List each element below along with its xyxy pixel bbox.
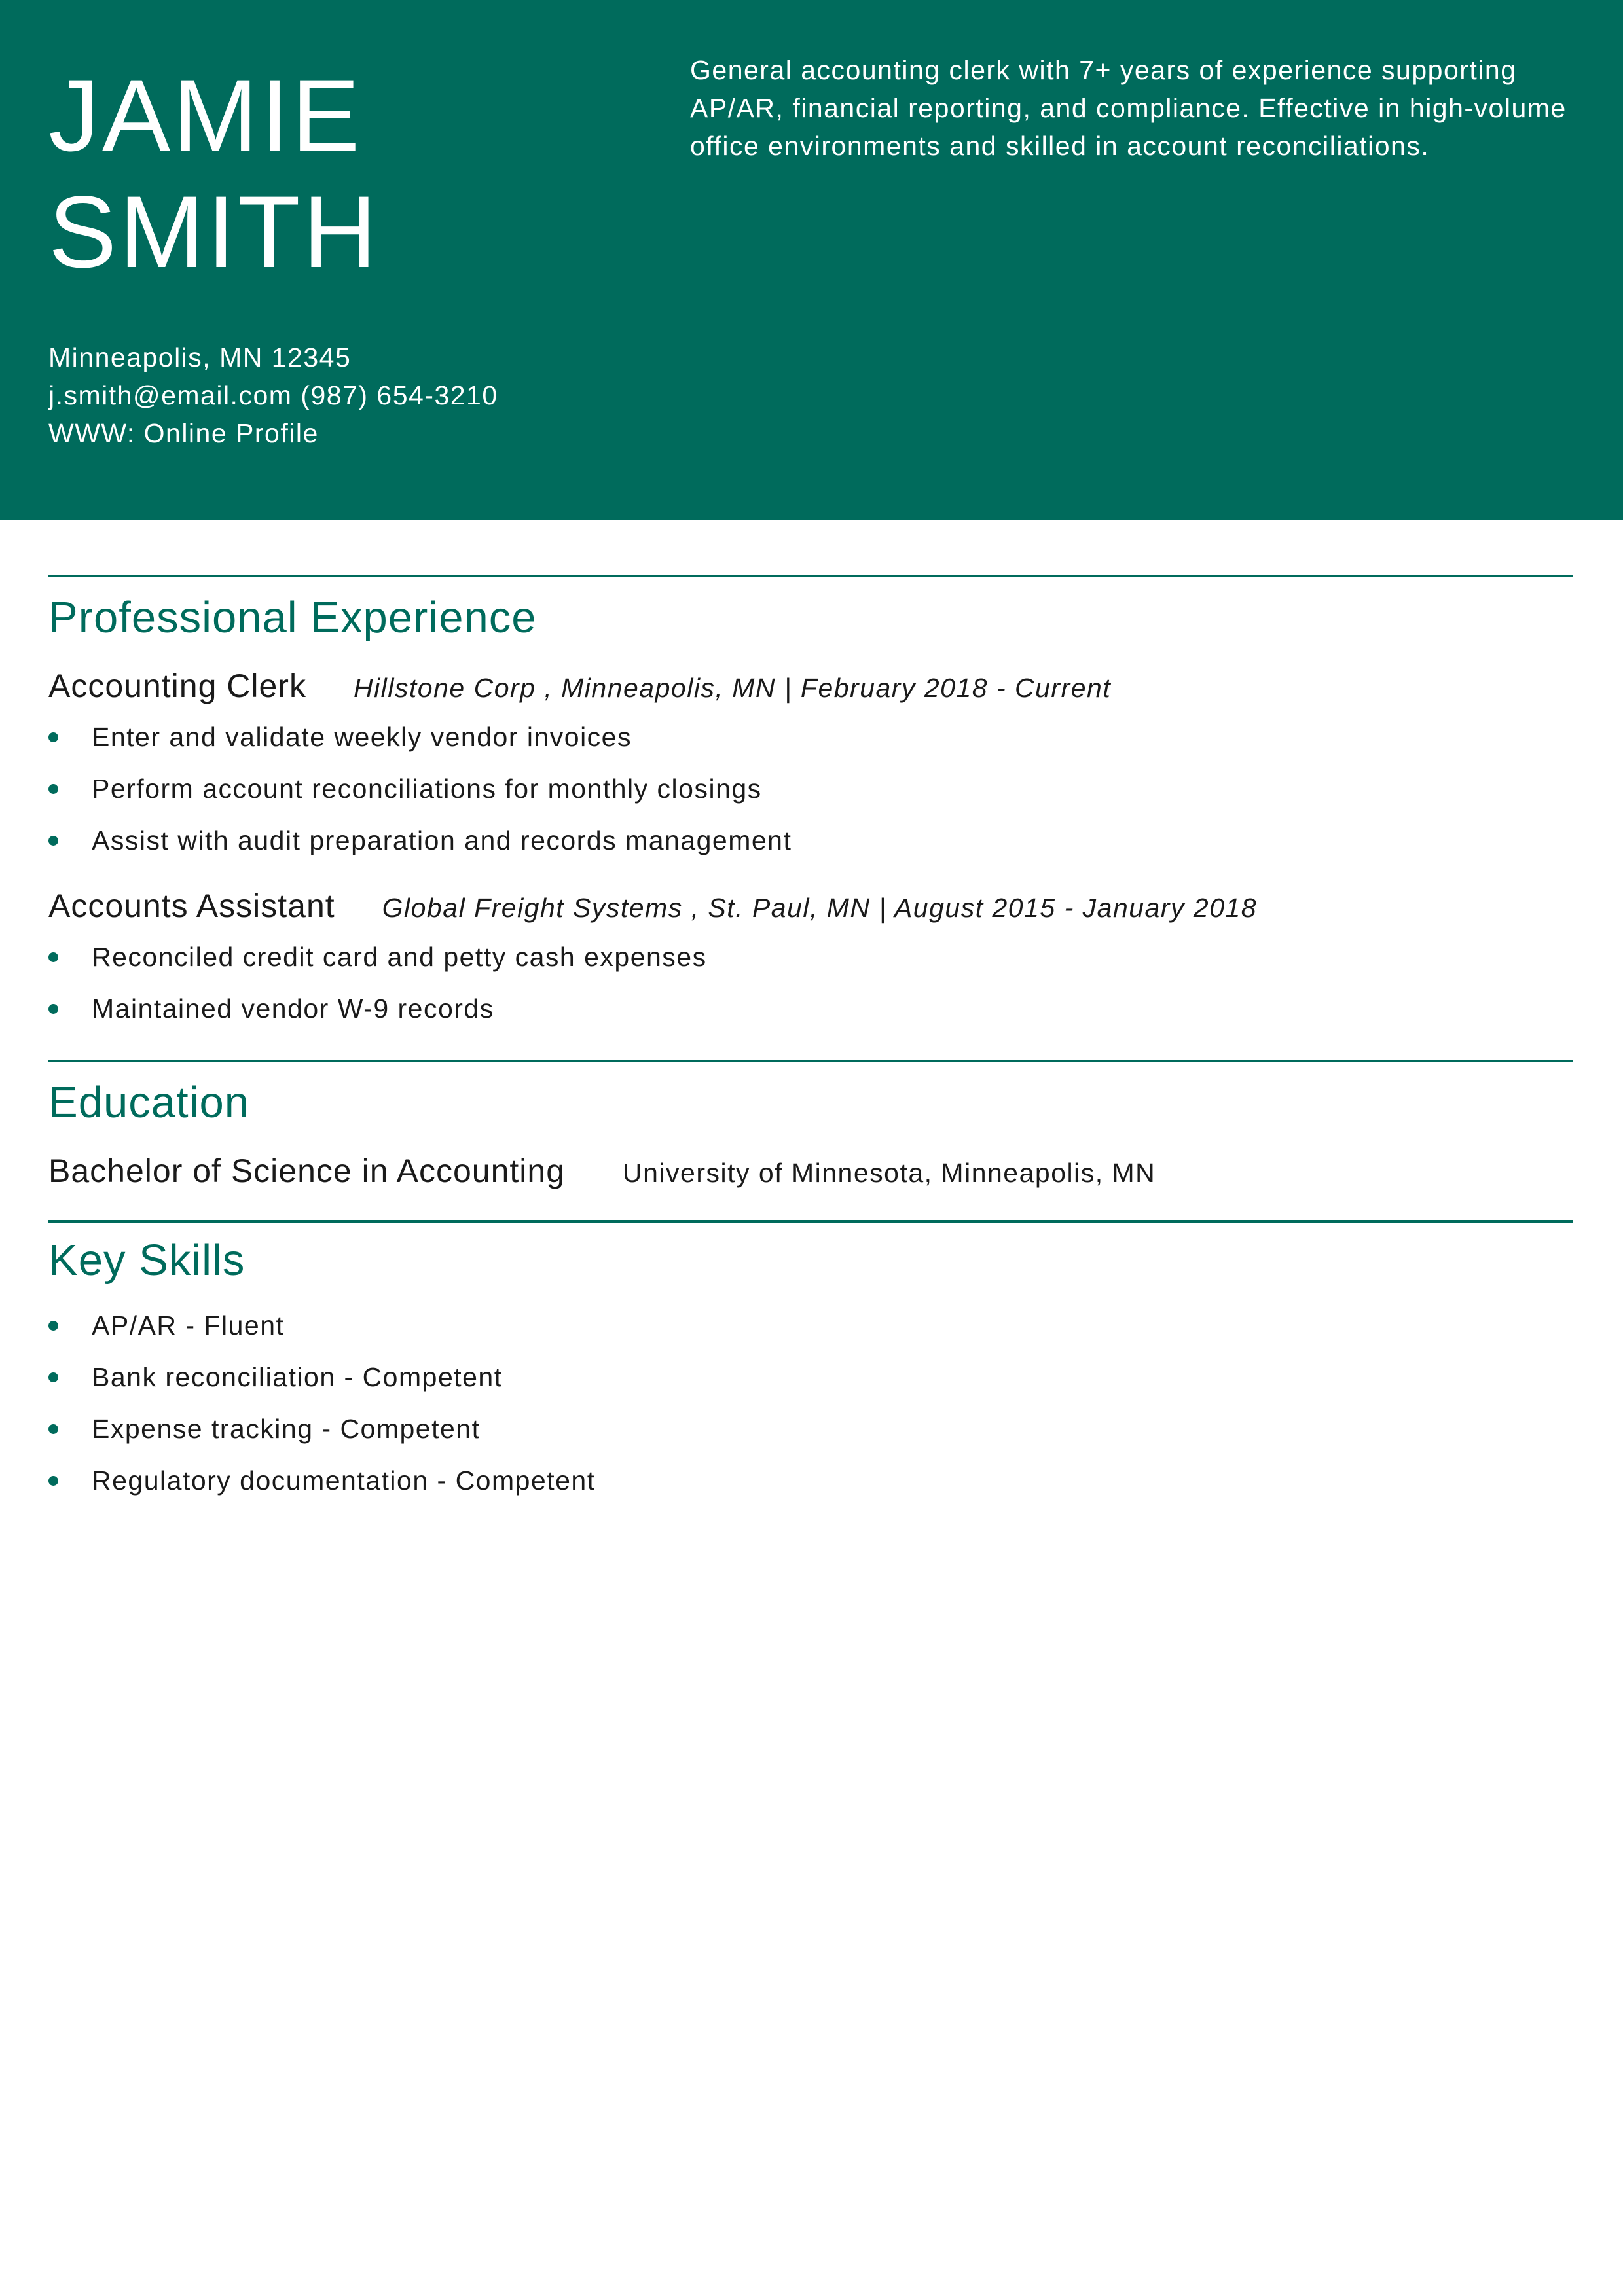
education-entry bbox=[48, 1151, 1573, 1193]
section-title-skills: Key Skills bbox=[48, 1236, 246, 1285]
name-first: JAMIE bbox=[48, 59, 363, 173]
job-bullet: Reconciled credit card and petty cash expenses bbox=[48, 931, 1573, 983]
skills-section bbox=[48, 1220, 1573, 1507]
resume-body bbox=[48, 575, 1573, 1507]
job-bullet: Perform account reconciliations for monthly closings bbox=[48, 763, 1573, 815]
experience-section bbox=[48, 575, 1573, 1035]
school-name: University of Minnesota, Minneapolis, MN bbox=[623, 1158, 1156, 1188]
location-text: Minneapolis, MN 12345 bbox=[48, 342, 352, 372]
job-entry bbox=[48, 666, 1573, 867]
job-meta: Global Freight Systems , St. Paul, MN | August 2015 - January 2018 bbox=[382, 893, 1258, 923]
candidate-name bbox=[48, 58, 379, 291]
job-bullet: Assist with audit preparation and records management bbox=[48, 815, 1573, 867]
degree-name: Bachelor of Science in Accounting bbox=[48, 1153, 566, 1189]
professional-summary: General accounting clerk with 7+ years of experience supporting AP/AR, financial reporting, and compliance. Effective in high-volume office environments and skilled in account reconciliations. bbox=[690, 55, 1567, 161]
job-bullets bbox=[48, 711, 1573, 867]
skill-item: AP/AR - Fluent bbox=[48, 1300, 1573, 1352]
skill-item: Regulatory documentation - Competent bbox=[48, 1455, 1573, 1507]
education-section bbox=[48, 1060, 1573, 1193]
job-bullet: Enter and validate weekly vendor invoices bbox=[48, 711, 1573, 763]
job-bullets bbox=[48, 931, 1573, 1035]
job-title: Accounts Assistant bbox=[48, 888, 335, 924]
section-title-education: Education bbox=[48, 1078, 249, 1127]
job-entry bbox=[48, 886, 1573, 1035]
job-header bbox=[48, 886, 1573, 927]
job-bullet: Maintained vendor W-9 records bbox=[48, 983, 1573, 1035]
header-banner bbox=[0, 0, 1623, 520]
skill-item: Expense tracking - Competent bbox=[48, 1403, 1573, 1455]
email-phone-text: j.smith@email.com (987) 654-3210 bbox=[48, 380, 498, 410]
job-header bbox=[48, 666, 1573, 708]
job-meta: Hillstone Corp , Minneapolis, MN | February 2018 - Current bbox=[353, 673, 1112, 703]
name-last: SMITH bbox=[48, 175, 380, 289]
job-title: Accounting Clerk bbox=[48, 668, 306, 704]
section-title-experience: Professional Experience bbox=[48, 593, 537, 642]
website-link[interactable]: WWW: Online Profile bbox=[48, 418, 319, 448]
skills-list bbox=[48, 1300, 1573, 1507]
contact-block bbox=[48, 338, 498, 452]
skill-item: Bank reconciliation - Competent bbox=[48, 1352, 1573, 1403]
